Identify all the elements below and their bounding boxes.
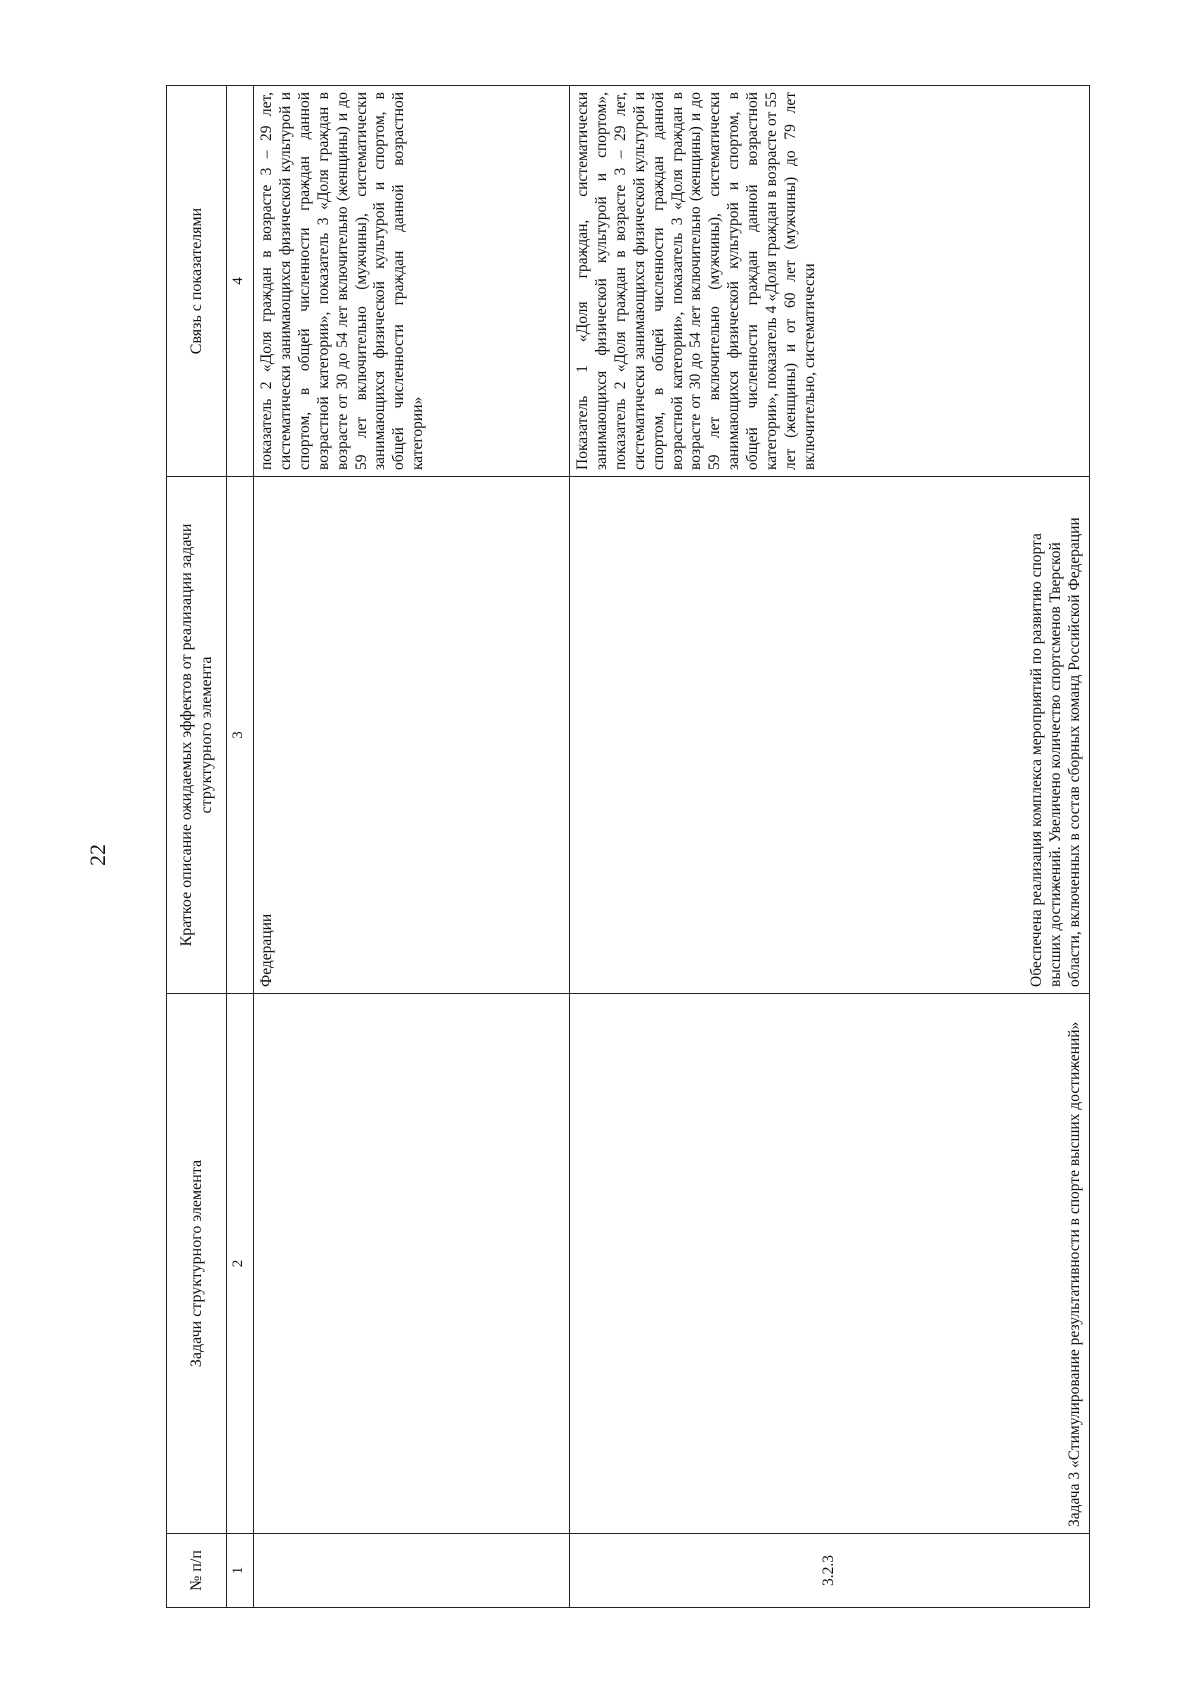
header-indicators: Связь с показателями [167, 86, 227, 477]
column-number: 3 [227, 477, 254, 994]
column-number: 1 [227, 1534, 254, 1608]
column-number: 4 [227, 86, 254, 477]
task-cell [254, 994, 570, 1534]
indicators-cell: показатель 2 «Доля граждан в возрасте 3 – 29 лет, систематически занимающихся физической культурой и спортом, в общей численности граждан данной возрастной категории», показатель 3 «Доля граждан в возрасте от 30 до 54 лет включительно (женщины) и до 59 лет включительно (мужчины), систематически занимающихся физической культурой и спортом, в общей численности граждан данной возрастной категории» [254, 86, 570, 477]
table-row [570, 86, 1090, 1608]
effect-cell: Федерации [254, 477, 570, 994]
indicators-cell: Показатель 1 «Доля граждан, систематически занимающихся физической культурой и спортом», показатель 2 «Доля граждан в возрасте 3 – 29 лет, систематически занимающихся физической культурой и спортом, в общей численности граждан данной возрастной категории», показатель 3 «Доля граждан в возрасте от 30 до 54 лет включительно (женщины) и до 59 лет включительно (мужчины), систематически занимающихся физической культурой и спортом, в общей численности граждан данной возрастной категории», показатель 4 «Доля граждан в возрасте от 55 лет (женщины) и от 60 лет (мужчины) до 79 лет включительно, систематически [570, 86, 1090, 477]
column-number: 2 [227, 994, 254, 1534]
header-row [167, 86, 227, 1608]
effect-cell: Обеспечена реализация комплекса мероприятий по развитию спорта высших достижений. Увеличено количество спортсменов Тверской области, включенных в состав сборных команд Российской Федерации [570, 477, 1090, 994]
tasks-table [166, 85, 1090, 1608]
page-number: 22 [85, 844, 110, 866]
task-cell: Задача 3 «Стимулирование результативности в спорте высших достижений» [570, 994, 1090, 1534]
column-number-row [227, 86, 254, 1608]
rotated-table-wrapper [166, 86, 1090, 1608]
header-effects: Краткое описание ожидаемых эффектов от реализации задачи структурного элемента [167, 477, 227, 994]
header-num: № п/п [167, 1534, 227, 1608]
table-row [254, 86, 570, 1608]
row-number: 3.2.3 [570, 1534, 1090, 1608]
header-tasks: Задачи структурного элемента [167, 994, 227, 1534]
row-number [254, 1534, 570, 1608]
